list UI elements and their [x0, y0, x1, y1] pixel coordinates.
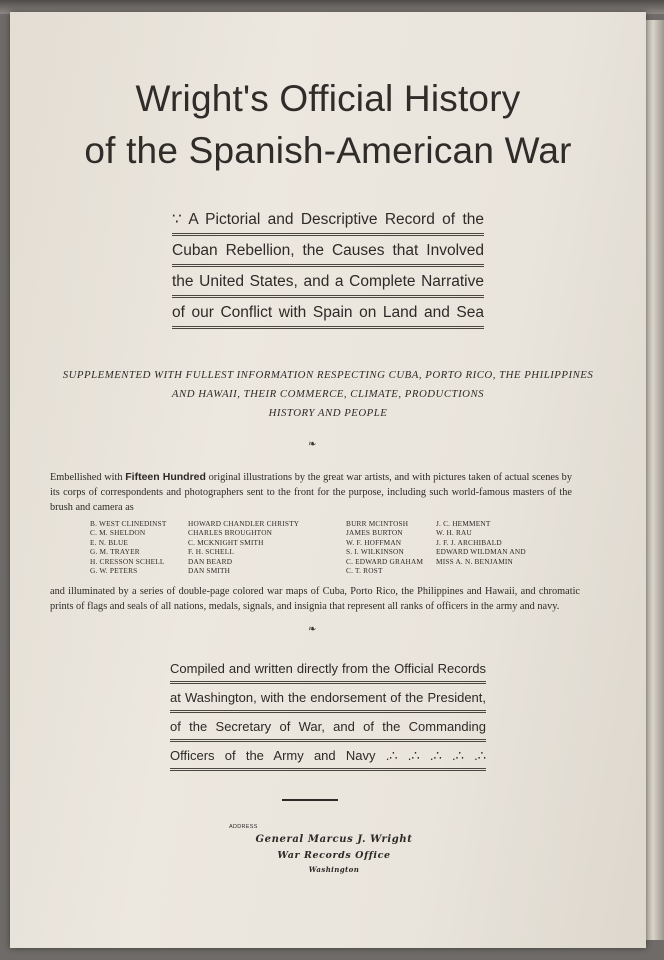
- embellished-paragraph: [50, 470, 572, 515]
- artist-name: DAN SMITH: [188, 565, 231, 575]
- description-block: [10, 210, 646, 334]
- artist-name: H. CRESSON SCHELL: [90, 556, 165, 566]
- address-office: War Records Office: [277, 850, 391, 861]
- artist-name: BURR MCINTOSH: [346, 519, 409, 528]
- main-title-line-1: Wright's Official History: [135, 78, 521, 119]
- illustrated-paragraph: and illuminated by a series of double-page colored war maps of Cuba, Porto Rico, the Philippines and Hawaii, and chromatic prints of flags and seals of all nations, medals, signals, and insignia that represent all ranks of officers in the army and navy.: [50, 586, 580, 612]
- fleuron-ornament-icon: ❧: [308, 439, 317, 450]
- artist-name: C. T. ROST: [346, 565, 383, 575]
- address-name: General Marcus J. Wright: [255, 834, 413, 845]
- artist-name: E. N. BLUE: [90, 537, 129, 547]
- artist-name: C. EDWARD GRAHAM: [346, 556, 424, 566]
- description-line-1: ∵ A Pictorial and Descriptive Record of the: [172, 210, 484, 236]
- description-line-3: the United States, and a Complete Narrative: [172, 272, 484, 298]
- artist-name: JAMES BURTON: [346, 528, 403, 538]
- artist-name: HOWARD CHANDLER CHRISTY: [188, 519, 300, 528]
- artist-name: J. F. J. ARCHIBALD: [436, 537, 502, 547]
- artist-name: J. C. HEMMENT: [436, 519, 491, 528]
- address-city: Washington: [308, 865, 360, 874]
- title-page: [10, 12, 646, 948]
- embellished-text-end: original illustrations by the great war artists, and with pictures taken of actual scenes by its corps of correspondents and photographers sent to the front for the purpose, including such world-famous masters of the brush and camera as: [50, 472, 572, 513]
- supplement-line-2: AND HAWAII, THEIR COMMERCE, CLIMATE, PRODUCTIONS: [171, 388, 485, 400]
- artist-name: EDWARD WILDMAN AND: [436, 547, 526, 557]
- artist-name: F. H. SCHELL: [188, 547, 235, 557]
- artist-name: S. I. WILKINSON: [346, 547, 404, 557]
- artist-name: C. MCKNIGHT SMITH: [188, 537, 264, 547]
- embellished-text-start: Embellished with: [50, 472, 126, 483]
- artist-name: MISS A. N. BENJAMIN: [436, 556, 513, 566]
- artist-column-1: [90, 519, 167, 575]
- compiled-line-3: of the Secretary of War, and of the Commanding: [170, 718, 486, 742]
- embellished-bold-count: Fifteen Hundred: [125, 471, 206, 483]
- compiled-line-2: at Washington, with the endorsement of the President,: [170, 689, 486, 713]
- compiled-line-1: Compiled and written directly from the Official Records: [170, 660, 486, 684]
- artist-name: G. W. PETERS: [90, 565, 138, 575]
- main-title-line-2: of the Spanish-American War: [84, 130, 572, 171]
- artist-column-2: [188, 519, 299, 575]
- artist-name: W. F. HOFFMAN: [346, 537, 402, 547]
- supplement-line-3: HISTORY AND PEOPLE: [268, 407, 388, 419]
- artist-name: B. WEST CLINEDINST: [90, 519, 167, 528]
- artist-name: DAN BEARD: [188, 556, 233, 566]
- artist-name: C. M. SHELDON: [90, 528, 146, 538]
- divider-rule: [282, 799, 338, 801]
- address-label: ADDRESS: [229, 824, 258, 830]
- artist-column-3: [346, 519, 423, 575]
- description-line-2: Cuban Rebellion, the Causes that Involved: [172, 241, 484, 267]
- compiled-line-4: Officers of the Army and Navy .∴ .∴ .∴ .∴ .∴: [170, 747, 486, 771]
- supplement-line-1: SUPPLEMENTED WITH FULLEST INFORMATION RESPECTING CUBA, PORTO RICO, THE PHILIPPINES: [62, 369, 594, 381]
- artist-name: G. M. TRAYER: [90, 547, 140, 557]
- page-stack-edge: [646, 20, 664, 940]
- artist-name: W. H. RAU: [436, 528, 472, 538]
- artist-column-4: [436, 519, 526, 566]
- description-line-4: of our Conflict with Spain on Land and Sea: [172, 303, 484, 329]
- compiled-block: [10, 660, 646, 776]
- fleuron-ornament-icon: ❧: [308, 624, 317, 635]
- artist-name: CHARLES BROUGHTON: [188, 528, 273, 538]
